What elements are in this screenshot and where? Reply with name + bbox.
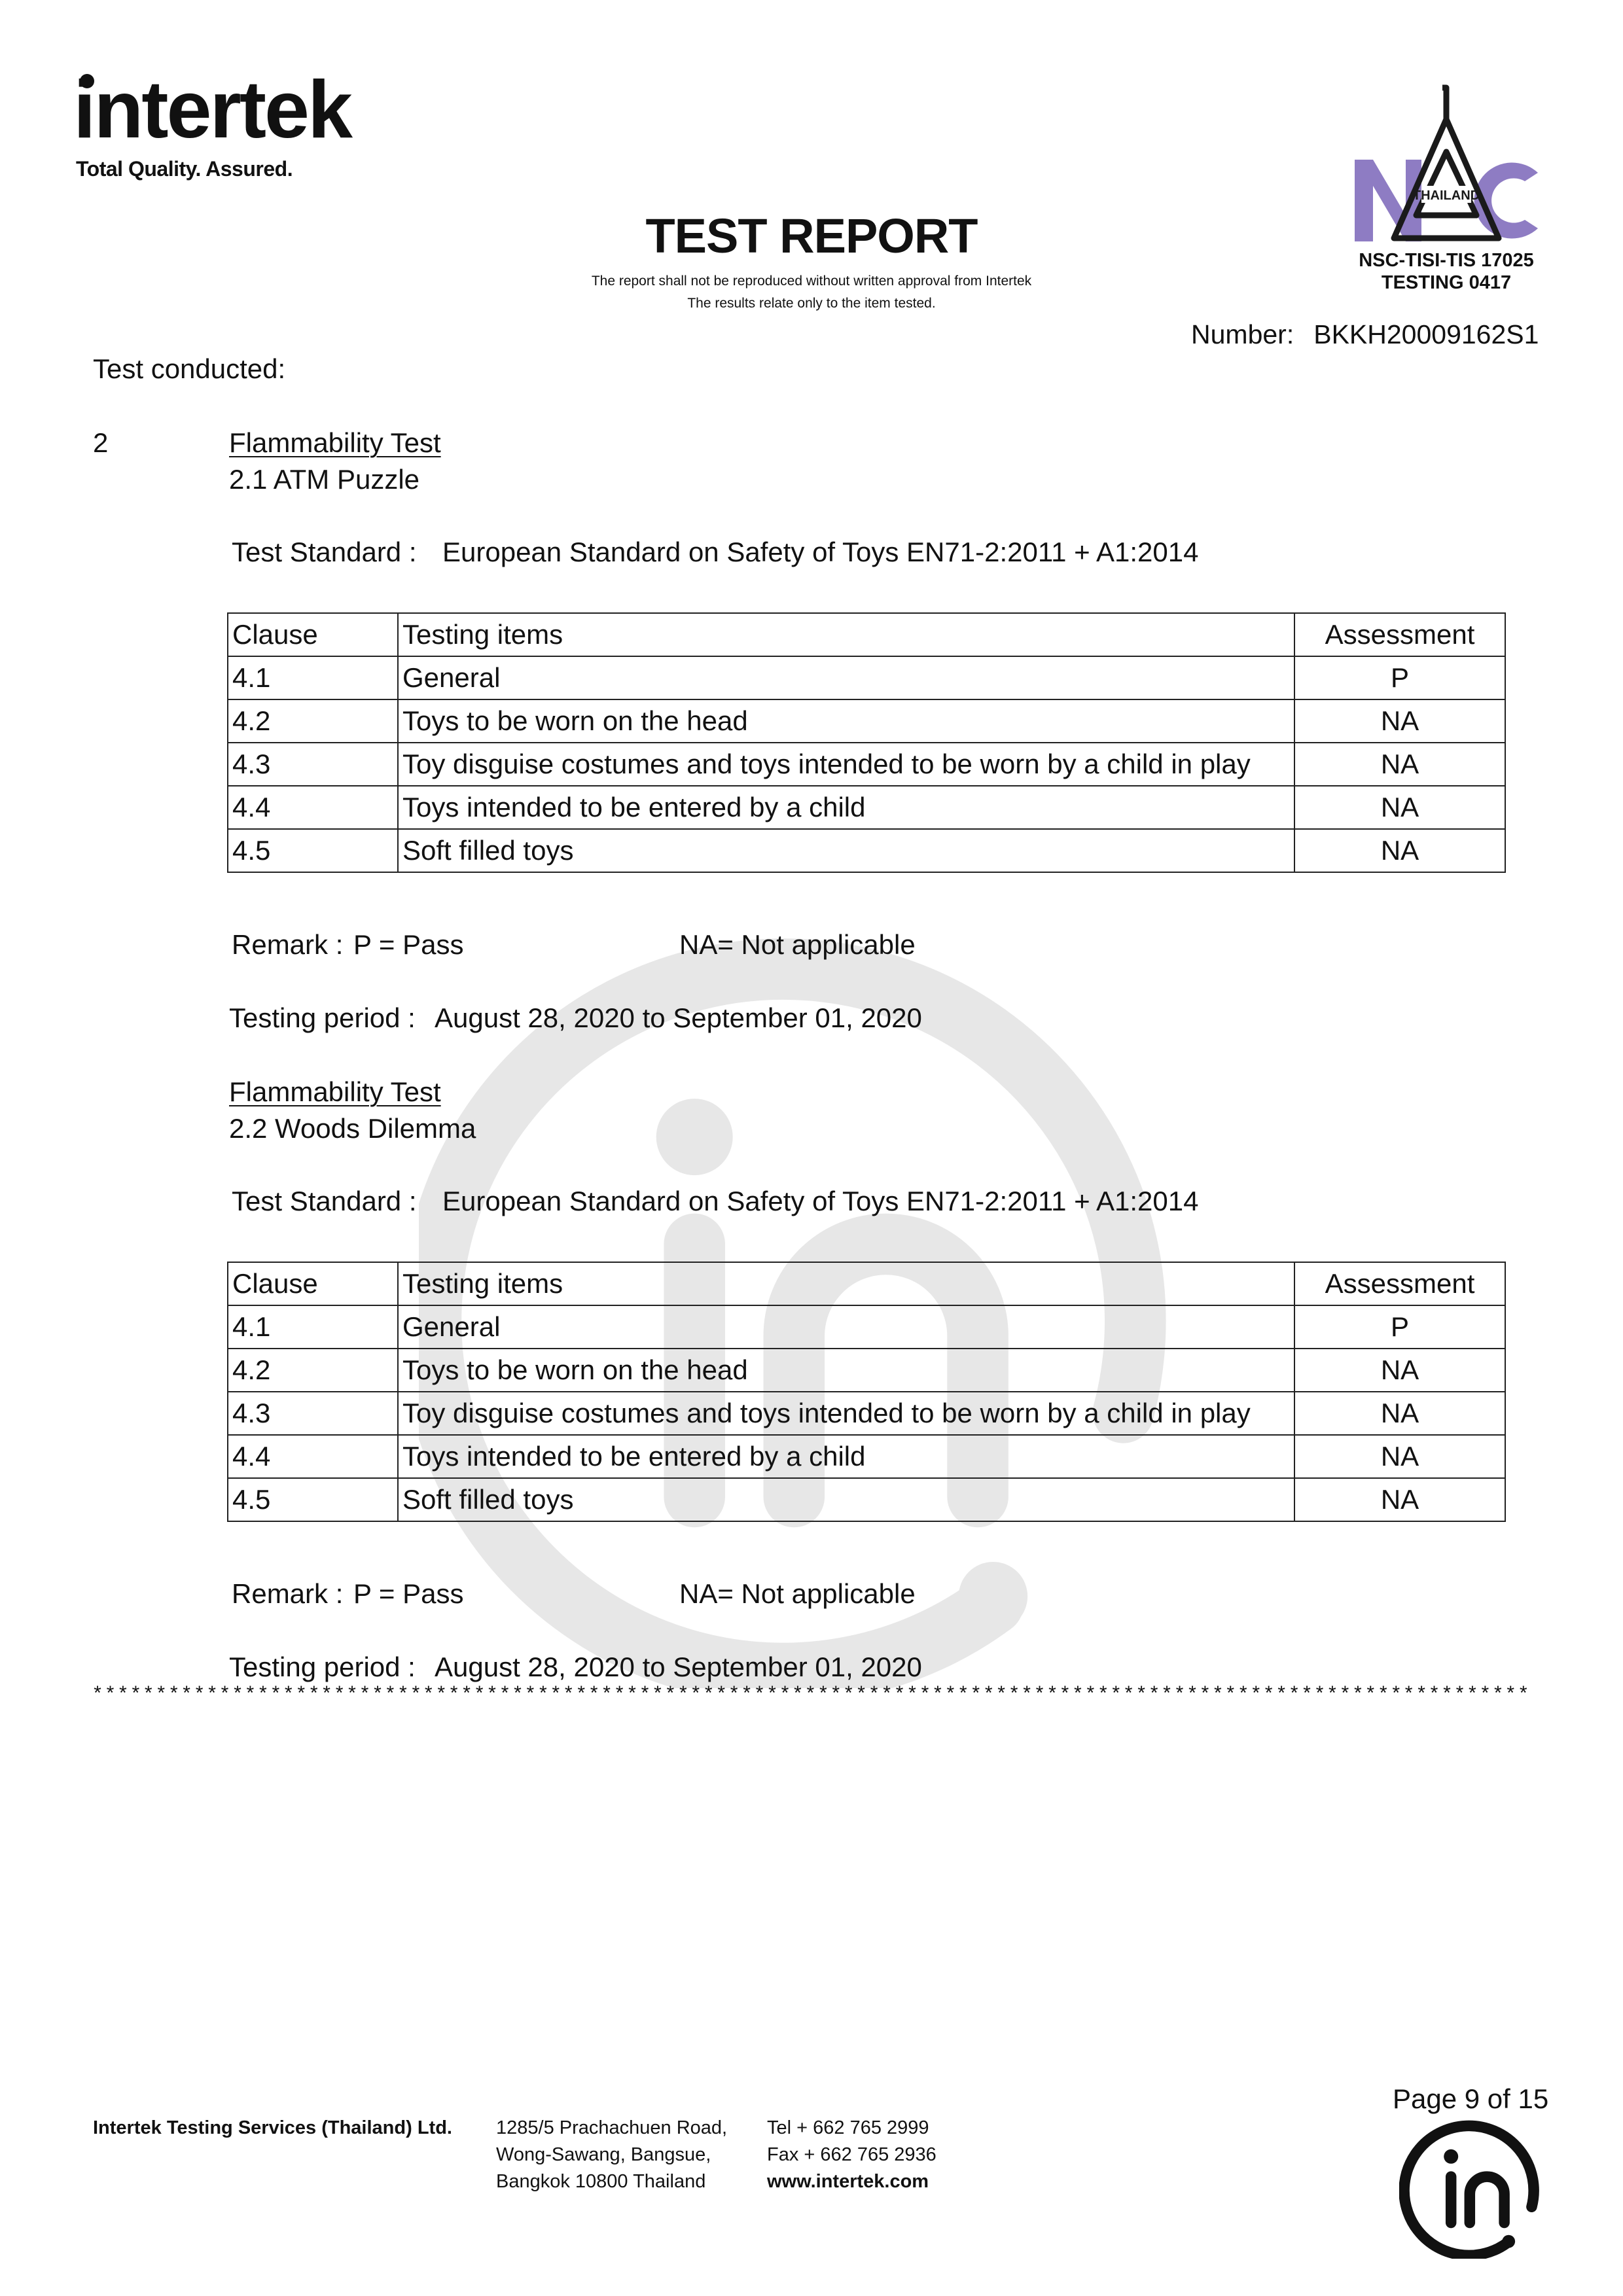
table-row bbox=[228, 1349, 1505, 1392]
assessment-cell: NA bbox=[1294, 1349, 1505, 1392]
clause-cell: 4.1 bbox=[228, 1305, 398, 1349]
table-row bbox=[228, 786, 1505, 829]
company-contact bbox=[767, 2115, 936, 2195]
testing-period-label: Testing period : bbox=[229, 1002, 416, 1033]
assessment-cell: NA bbox=[1294, 743, 1505, 786]
table-row bbox=[228, 829, 1505, 872]
remark-label: Remark : bbox=[232, 1578, 344, 1609]
intertek-in-logo bbox=[1399, 2115, 1543, 2259]
report-number-value: BKKH20009162S1 bbox=[1313, 319, 1539, 349]
remark-pass: P = Pass bbox=[353, 1578, 464, 1609]
table-row bbox=[228, 656, 1505, 699]
page-number: Page 9 of 15 bbox=[1393, 2083, 1549, 2114]
clause-cell: 4.1 bbox=[228, 656, 398, 699]
accreditation-number: TESTING 0417 bbox=[1381, 272, 1512, 293]
remark-not-applicable: NA= Not applicable bbox=[679, 1578, 916, 1609]
assessment-cell: NA bbox=[1294, 1435, 1505, 1478]
fax: Fax + 662 765 2936 bbox=[767, 2144, 936, 2165]
column-header-testing-items: Testing items bbox=[398, 613, 1294, 656]
intro-text: Test conducted: bbox=[93, 353, 286, 384]
company-address bbox=[496, 2115, 727, 2195]
test-item-name: 2.1 ATM Puzzle bbox=[229, 464, 420, 495]
test-standard-label: Test Standard : bbox=[232, 1186, 417, 1216]
table-row bbox=[228, 699, 1505, 743]
report-title: TEST REPORT bbox=[645, 209, 978, 263]
assessment-cell: P bbox=[1294, 1305, 1505, 1349]
address-line: Bangkok 10800 Thailand bbox=[496, 2171, 706, 2192]
website-link[interactable]: www.intertek.com bbox=[767, 2171, 929, 2192]
clause-cell: 4.2 bbox=[228, 699, 398, 743]
testing-item-cell: Toys intended to be entered by a child bbox=[398, 786, 1294, 829]
table-header-row bbox=[228, 613, 1505, 656]
testing-item-cell: Toys intended to be entered by a child bbox=[398, 1435, 1294, 1478]
assessment-cell: NA bbox=[1294, 829, 1505, 872]
remark-pass: P = Pass bbox=[353, 929, 464, 960]
assessment-cell: NA bbox=[1294, 786, 1505, 829]
column-header-clause: Clause bbox=[228, 613, 398, 656]
nac-accreditation-emblem bbox=[1348, 81, 1544, 258]
remark-not-applicable: NA= Not applicable bbox=[679, 929, 916, 960]
table-row bbox=[228, 1392, 1505, 1435]
clause-cell: 4.4 bbox=[228, 1435, 398, 1478]
accreditation-standard: NSC-TISI-TIS 17025 bbox=[1359, 250, 1534, 271]
report-number-label: Number: bbox=[1191, 319, 1294, 349]
remark-label: Remark : bbox=[232, 929, 344, 960]
column-header-assessment: Assessment bbox=[1294, 1262, 1505, 1305]
test-standard-value: European Standard on Safety of Toys EN71-2:2011 + A1:2014 bbox=[442, 1186, 1199, 1216]
report-number bbox=[1191, 319, 1539, 350]
company-name: Intertek Testing Services (Thailand) Ltd. bbox=[93, 2117, 452, 2138]
results-note: The results relate only to the item tested. bbox=[687, 296, 936, 311]
testing-item-cell: Soft filled toys bbox=[398, 829, 1294, 872]
assessment-cell: NA bbox=[1294, 1392, 1505, 1435]
end-of-report-divider: ***************************************************************************************************************** bbox=[92, 1684, 1531, 1706]
assessment-cell: NA bbox=[1294, 699, 1505, 743]
testing-period-value: August 28, 2020 to September 01, 2020 bbox=[435, 1651, 922, 1682]
testing-item-cell: Soft filled toys bbox=[398, 1478, 1294, 1521]
test-item-name: 2.2 Woods Dilemma bbox=[229, 1113, 476, 1144]
tagline: Total Quality. Assured. bbox=[76, 157, 293, 181]
testing-item-cell: Toy disguise costumes and toys intended to be worn by a child in play bbox=[398, 743, 1294, 786]
clause-cell: 4.2 bbox=[228, 1349, 398, 1392]
test-heading: Flammability Test bbox=[229, 427, 441, 458]
address-line: Wong-Sawang, Bangsue, bbox=[496, 2144, 711, 2165]
logo-text: intertek bbox=[73, 65, 351, 152]
clause-cell: 4.4 bbox=[228, 786, 398, 829]
intertek-logo bbox=[73, 60, 401, 152]
testing-item-cell: General bbox=[398, 1305, 1294, 1349]
column-header-testing-items: Testing items bbox=[398, 1262, 1294, 1305]
test-standard-value: European Standard on Safety of Toys EN71-2:2011 + A1:2014 bbox=[442, 537, 1199, 567]
testing-period-label: Testing period : bbox=[229, 1651, 416, 1682]
table-row bbox=[228, 743, 1505, 786]
section-number: 2 bbox=[93, 427, 109, 458]
assessment-cell: P bbox=[1294, 656, 1505, 699]
clause-cell: 4.5 bbox=[228, 1478, 398, 1521]
clause-cell: 4.3 bbox=[228, 743, 398, 786]
table-row bbox=[228, 1478, 1505, 1521]
emblem-country: THAILAND bbox=[1412, 188, 1480, 203]
testing-item-cell: General bbox=[398, 656, 1294, 699]
assessment-cell: NA bbox=[1294, 1478, 1505, 1521]
address-line: 1285/5 Prachachuen Road, bbox=[496, 2117, 728, 2138]
column-header-assessment: Assessment bbox=[1294, 613, 1505, 656]
telephone: Tel + 662 765 2999 bbox=[767, 2117, 929, 2138]
test-heading: Flammability Test bbox=[229, 1076, 441, 1107]
assessment-table bbox=[227, 612, 1506, 873]
clause-cell: 4.5 bbox=[228, 829, 398, 872]
column-header-clause: Clause bbox=[228, 1262, 398, 1305]
assessment-table bbox=[227, 1262, 1506, 1522]
table-row bbox=[228, 1435, 1505, 1478]
test-standard-label: Test Standard : bbox=[232, 537, 417, 567]
clause-cell: 4.3 bbox=[228, 1392, 398, 1435]
testing-item-cell: Toy disguise costumes and toys intended to be worn by a child in play bbox=[398, 1392, 1294, 1435]
reproduction-note: The report shall not be reproduced without written approval from Intertek bbox=[591, 274, 1032, 289]
testing-period-value: August 28, 2020 to September 01, 2020 bbox=[435, 1002, 922, 1033]
testing-item-cell: Toys to be worn on the head bbox=[398, 699, 1294, 743]
table-header-row bbox=[228, 1262, 1505, 1305]
table-row bbox=[228, 1305, 1505, 1349]
testing-item-cell: Toys to be worn on the head bbox=[398, 1349, 1294, 1392]
